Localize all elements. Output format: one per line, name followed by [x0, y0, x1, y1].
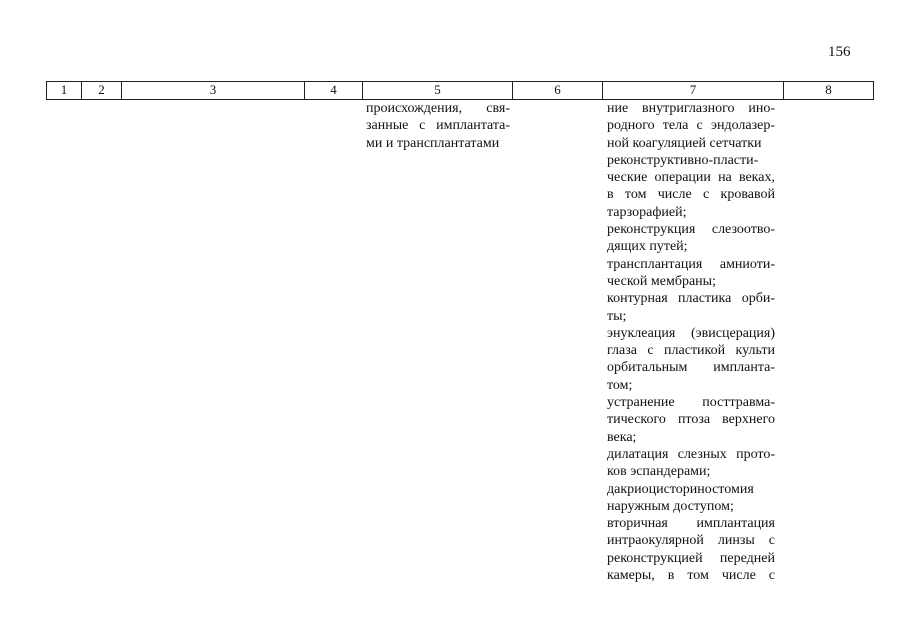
text-line: вторичная имплантация — [607, 516, 775, 532]
text-line: происхождения, свя- — [366, 101, 510, 116]
text-line: камеры, в том числе с — [607, 568, 775, 584]
column-header-2: 2 — [81, 82, 121, 99]
column-5-text — [366, 100, 510, 152]
text-line: реконструктивно-пласти- — [607, 152, 759, 168]
column-header-3: 3 — [121, 82, 304, 99]
text-line: в том числе с кровавой — [607, 187, 775, 203]
column-header-4: 4 — [304, 82, 362, 99]
text-line: трансплантация амниоти- — [607, 256, 775, 272]
text-line: ние внутриглазного ино- — [607, 101, 775, 116]
text-line: реконструкция слезоотво- — [607, 222, 775, 238]
text-line: наружным доступом; — [607, 498, 734, 514]
column-7-text — [607, 100, 775, 584]
text-line: устранение посттравма- — [607, 395, 775, 411]
text-line: ков эспандерами; — [607, 464, 711, 480]
text-line: контурная пластика орби- — [607, 291, 775, 307]
text-line: ной коагуляцией сетчатки — [607, 135, 762, 151]
text-line: ческой мембраны; — [607, 273, 716, 289]
page-number: 156 — [828, 44, 851, 60]
column-header-6: 6 — [512, 82, 602, 99]
text-line: интраокулярной линзы с — [607, 533, 775, 549]
text-line: дакриоцисториностомия — [607, 481, 754, 497]
text-line: ческие операции на веках, — [607, 170, 775, 186]
text-line: дилатация слезных прото- — [607, 446, 775, 462]
column-header-1: 1 — [46, 82, 81, 99]
text-line: тарзорафией; — [607, 204, 687, 220]
text-line: энуклеация (эвисцерация) — [607, 325, 775, 341]
text-line: ми и трансплантатами — [366, 135, 500, 151]
text-line: орбитальным импланта- — [607, 360, 775, 376]
table-header-row — [46, 81, 874, 100]
text-line: реконструкцией передней — [607, 550, 775, 566]
text-line: глаза с пластикой культи — [607, 343, 775, 359]
text-line: занные с имплантата- — [366, 118, 510, 134]
column-header-5: 5 — [362, 82, 512, 99]
text-line: ты; — [607, 308, 627, 324]
text-line: родного тела с эндолазер- — [607, 118, 775, 134]
text-line: дящих путей; — [607, 239, 688, 255]
text-line: том; — [607, 377, 633, 393]
text-line: века; — [607, 429, 637, 445]
column-header-8: 8 — [783, 82, 874, 99]
text-line: тического птоза верхнего — [607, 412, 775, 428]
column-header-7: 7 — [602, 82, 783, 99]
